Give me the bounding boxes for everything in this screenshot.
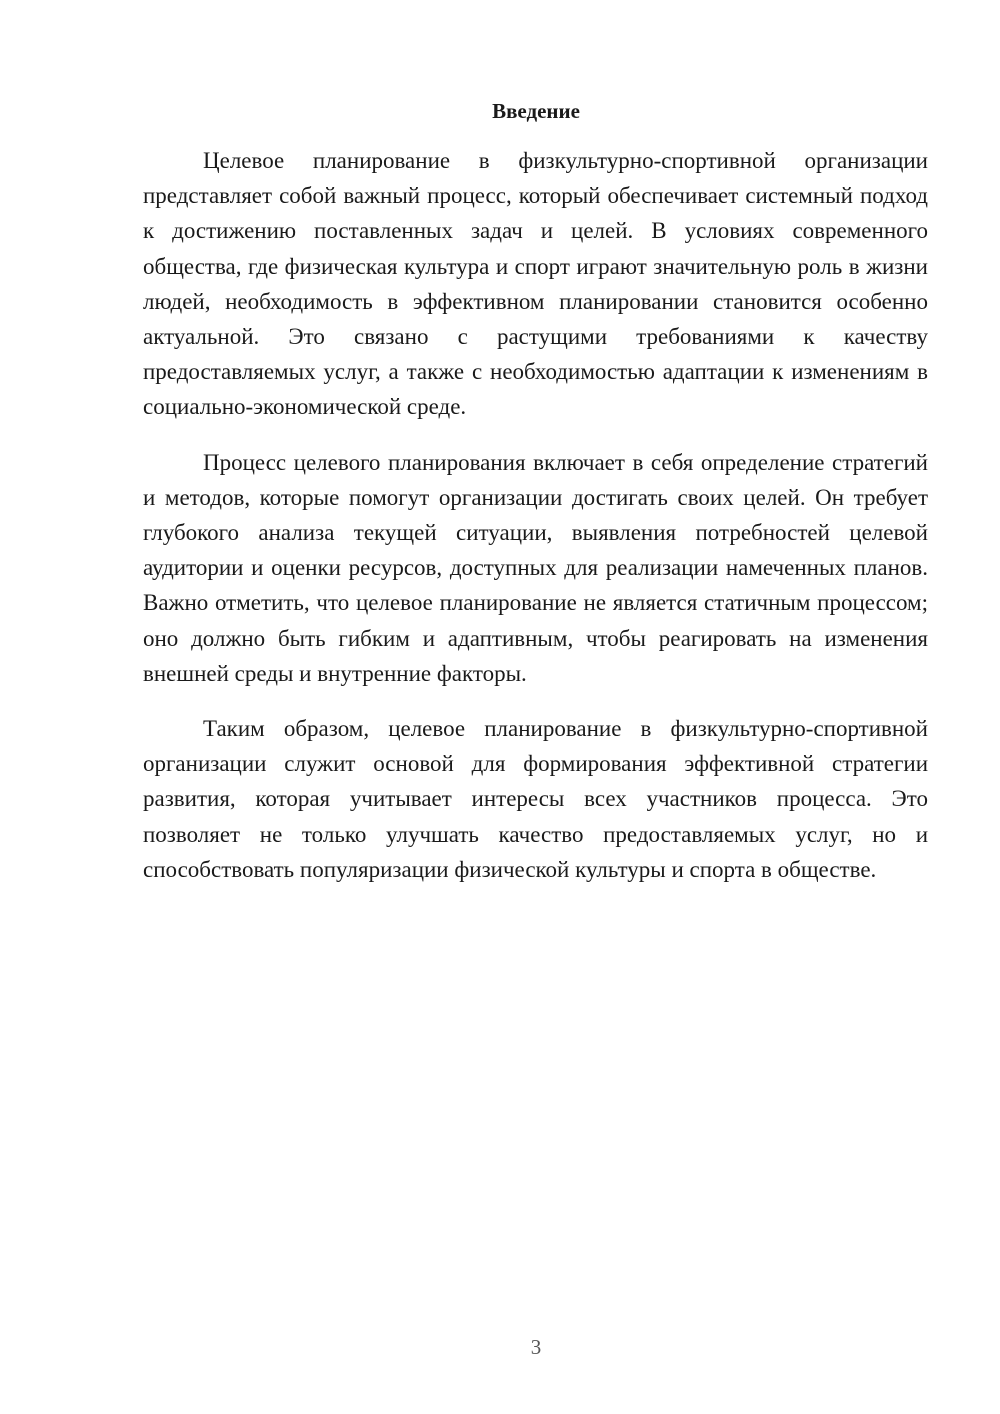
paragraph-1: Целевое планирование в физкультурно-спортивной организации представляет собой важный процесс, который обеспечивает системный подход к достижению поставленных задач и целей. В условиях современного общества, где физическая культура и спорт играют значительную роль в жизни людей, необходимость в эффективном планировании становится особенно актуальной. Это связано с растущими требованиями к качеству предоставляемых услуг, а также с необходимостью адаптации к изменениям в социально-экономической среде.	[143, 148, 928, 420]
page-number: 3	[530, 1335, 542, 1359]
body-text	[143, 143, 928, 907]
paragraph-2: Процесс целевого планирования включает в себя определение стратегий и методов, которые помогут организации достигать своих целей. Он требует глубокого анализа текущей ситуации, выявления потребностей целевой аудитории и оценки ресурсов, доступных для реализации намеченных планов. Важно отметить, что целевое планирование не является статичным процессом; оно должно быть гибким и адаптивным, чтобы реагировать на изменения внешней среды и внутренние факторы.	[143, 449, 928, 686]
paragraph-3: Таким образом, целевое планирование в физкультурно-спортивной организации служит основой для формирования эффективной стратегии развития, которая учитывает интересы всех участников процесса. Это позволяет не только улучшать качество предоставляемых услуг, но и способствовать популяризации физической культуры и спорта в обществе.	[143, 716, 928, 882]
section-heading: Введение	[492, 99, 580, 123]
